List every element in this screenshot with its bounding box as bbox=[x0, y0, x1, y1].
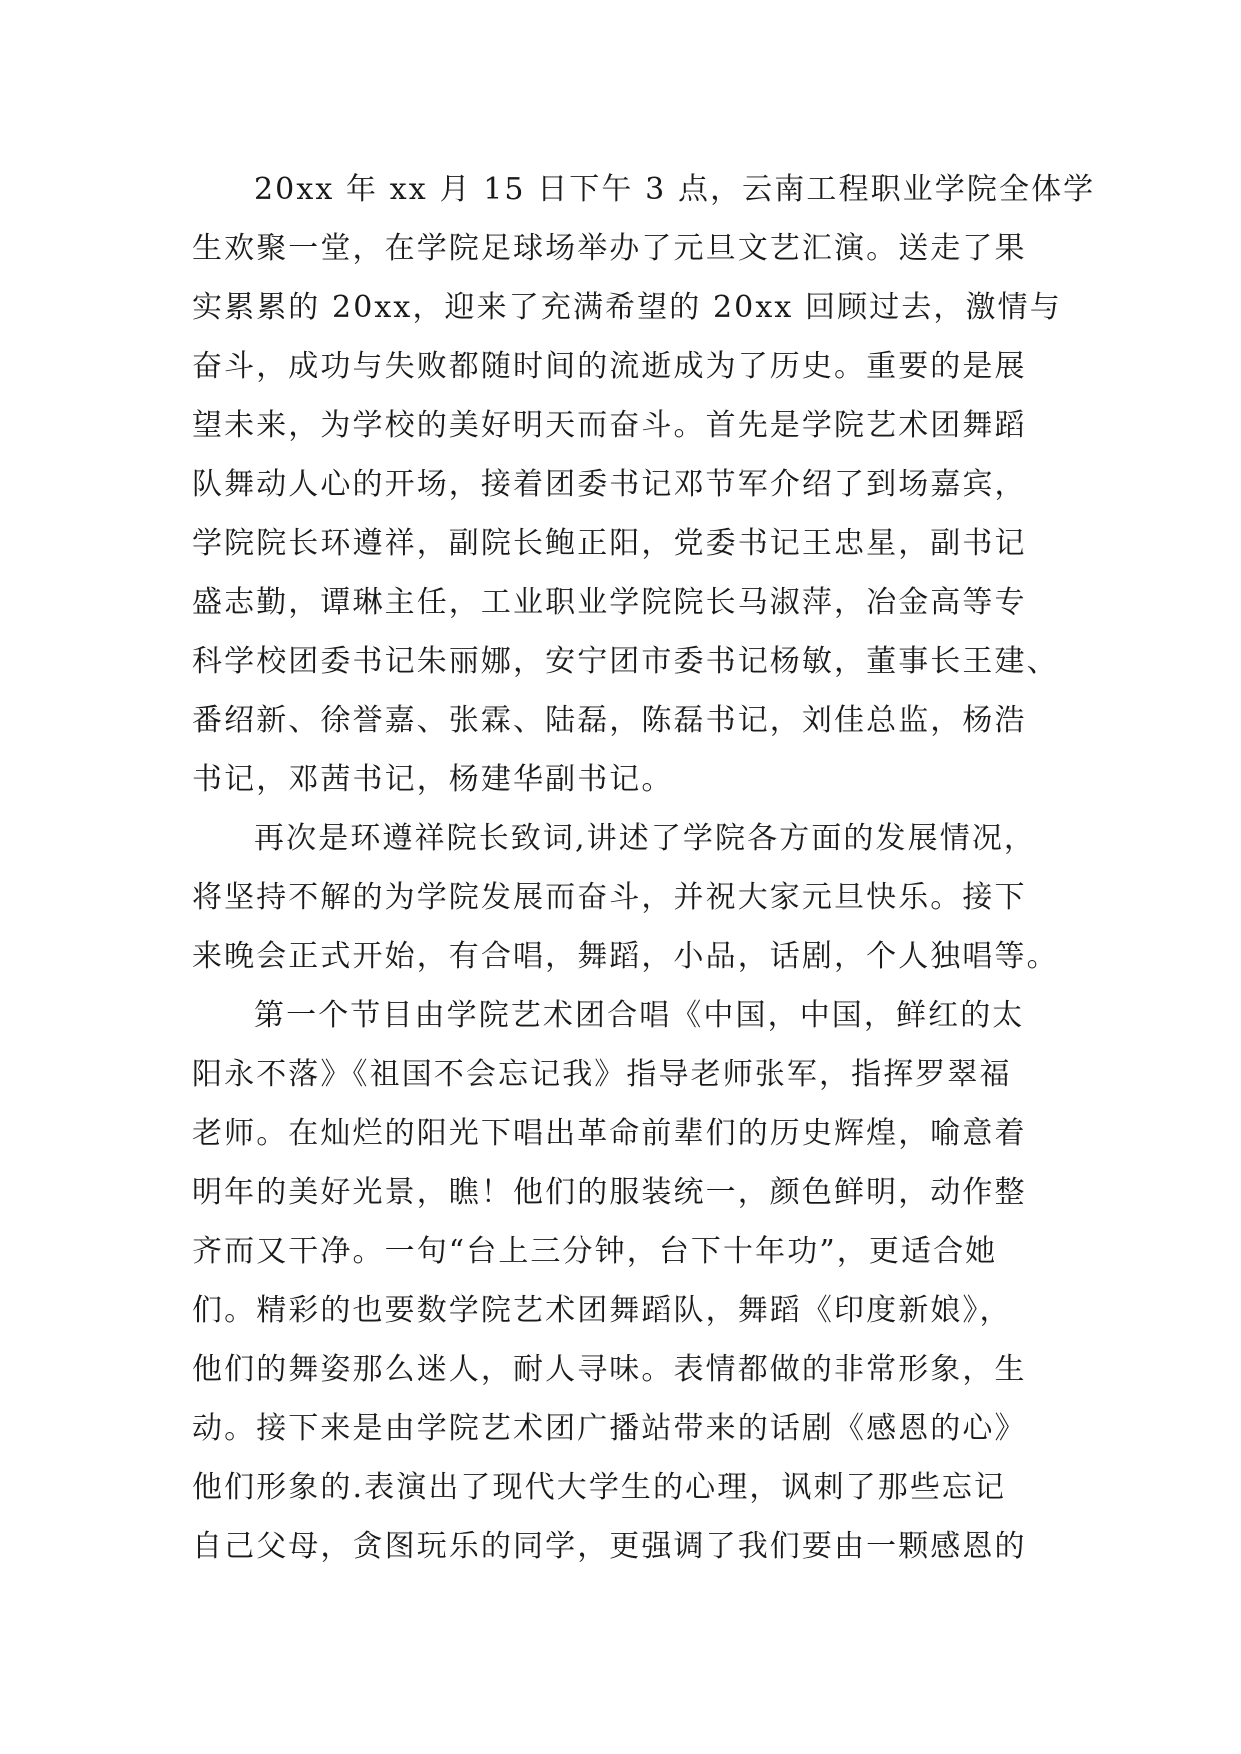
text-line: 第一个节目由学院艺术团合唱《中国，中国，鲜红的太 bbox=[254, 998, 1025, 1033]
text-line: 明年的美好光景，瞧！他们的服装统一，颜色鲜明，动作整 bbox=[192, 1175, 1027, 1210]
text-line: 将坚持不解的为学院发展而奋斗，并祝大家元旦快乐。接下 bbox=[192, 880, 1027, 915]
text-line: 队舞动人心的开场，接着团委书记邓节军介绍了到场嘉宾， bbox=[192, 467, 1027, 502]
text-line: 自己父母，贪图玩乐的同学，更强调了我们要由一颗感恩的 bbox=[192, 1529, 1027, 1564]
text-line: 齐而又干净。一句“台上三分钟，台下十年功”，更适合她 bbox=[192, 1234, 998, 1269]
text-line: 阳永不落》《祖国不会忘记我》指导老师张军，指挥罗翠福 bbox=[192, 1057, 1012, 1092]
text-line: 书记，邓茜书记，杨建华副书记。 bbox=[192, 762, 674, 797]
text-line: 来晚会正式开始，有合唱，舞蹈，小品，话剧，个人独唱等。 bbox=[192, 939, 1059, 974]
text-line: 们。精彩的也要数学院艺术团舞蹈队，舞蹈《印度新娘》， bbox=[192, 1293, 1012, 1328]
text-line: 番绍新、徐誉嘉、张霖、陆磊，陈磊书记，刘佳总监，杨浩 bbox=[192, 703, 1027, 738]
text-line: 实累累的 20xx，迎来了充满希望的 20xx 回顾过去，激情与 bbox=[192, 290, 1062, 325]
text-line: 学院院长环遵祥，副院长鲍正阳，党委书记王忠星，副书记 bbox=[192, 526, 1027, 561]
text-line: 科学校团委书记朱丽娜，安宁团市委书记杨敏，董事长王建、 bbox=[192, 644, 1059, 679]
text-line: 他们形象的.表演出了现代大学生的心理，讽刺了那些忘记 bbox=[192, 1470, 1007, 1505]
text-line: 他们的舞姿那么迷人，耐人寻味。表情都做的非常形象，生 bbox=[192, 1352, 1027, 1387]
document-body bbox=[192, 160, 1096, 1576]
text-line: 望未来，为学校的美好明天而奋斗。首先是学院艺术团舞蹈 bbox=[192, 408, 1027, 443]
text-line: 奋斗，成功与失败都随时间的流逝成为了历史。重要的是展 bbox=[192, 349, 1027, 384]
text-line: 20xx 年 xx 月 15 日下午 3 点，云南工程职业学院全体学 bbox=[254, 172, 1096, 207]
text-line: 盛志勤，谭琳主任，工业职业学院院长马淑萍，冶金高等专 bbox=[192, 585, 1027, 620]
text-line: 动。接下来是由学院艺术团广播站带来的话剧《感恩的心》 bbox=[192, 1411, 1027, 1446]
paragraph-3 bbox=[192, 986, 1072, 1576]
paragraph-1 bbox=[192, 160, 1096, 809]
text-line: 老师。在灿烂的阳光下唱出革命前辈们的历史辉煌，喻意着 bbox=[192, 1116, 1027, 1151]
text-line: 生欢聚一堂，在学院足球场举办了元旦文艺汇演。送走了果 bbox=[192, 231, 1027, 266]
text-line: 再次是环遵祥院长致词,讲述了学院各方面的发展情况， bbox=[254, 821, 1037, 856]
paragraph-2 bbox=[192, 809, 1072, 986]
